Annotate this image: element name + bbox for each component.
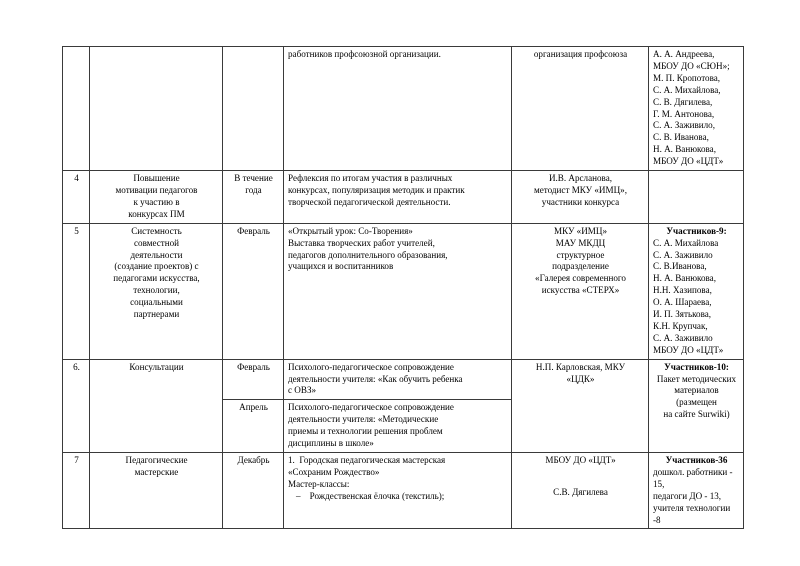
cell-direction: Системность совместной деятельности (создание проектов) с педагогами искусства, технологии, социальными партнерами bbox=[90, 223, 223, 359]
cell-term: Апрель bbox=[223, 400, 284, 453]
cell-responsible: организация профсоюза bbox=[512, 47, 649, 171]
table-row bbox=[63, 171, 744, 224]
cell-responsible: МКУ «ИМЦ» МАУ МКДЦ структурное подразделение «Галерея современного искусства «СТЕРХ» bbox=[512, 223, 649, 359]
cell-number bbox=[63, 47, 90, 171]
cell-direction: Педагогические мастерские bbox=[90, 453, 223, 529]
cell-number: 7 bbox=[63, 453, 90, 529]
table-row bbox=[63, 359, 744, 400]
cell-result: Участников-9: С. А. Михайлова С. А. Заживило С. В.Иванова, Н. А. Ванюкова, Н.Н. Хазипова, О. А. Шараева, И. П. Зятькова, К.Н. Крупчак, С. А. Заживило МБОУ ДО «ЦДТ» bbox=[649, 223, 744, 359]
cell-term: Февраль bbox=[223, 223, 284, 359]
cell-responsible: Н.П. Карловская, МКУ «ЦДК» bbox=[512, 359, 649, 452]
result-heading: Участников-36 bbox=[665, 455, 728, 465]
cell-content: 1. Городская педагогическая мастерская «Сохраним Рождество» Мастер-классы: – Рождественская ёлочка (текстиль); bbox=[284, 453, 512, 529]
cell-number: 5 bbox=[63, 223, 90, 359]
cell-responsible: И.В. Арсланова, методист МКУ «ИМЦ», участники конкурса bbox=[512, 171, 649, 224]
table-row bbox=[63, 453, 744, 529]
blank-line bbox=[516, 477, 645, 487]
cell-content: Психолого-педагогическое сопровождение деятельности учителя: «Как обучить ребенка с ОВЗ» bbox=[284, 359, 512, 400]
cell-term: Декабрь bbox=[223, 453, 284, 529]
cell-content: работников профсоюзной организации. bbox=[284, 47, 512, 171]
cell-content: Рефлексия по итогам участия в различных конкурсах, популяризация методик и практик творческой педагогической деятельности. bbox=[284, 171, 512, 224]
table-row bbox=[63, 47, 744, 171]
cell-result: Участников-36 дошкол. работники - 15, педагоги ДО - 13, учителя технологии -8 bbox=[649, 453, 744, 529]
cell-number: 6. bbox=[63, 359, 90, 452]
cell-direction: Повышение мотивации педагогов к участию в конкурсах ПМ bbox=[90, 171, 223, 224]
cell-result: Участников-10: Пакет методических материалов (размещен на сайте Surwiki) bbox=[649, 359, 744, 452]
result-heading: Участников-10: bbox=[664, 361, 729, 372]
cell-result: А. А. Андреева, МБОУ ДО «СЮН»; М. П. Кропотова, С. А. Михайлова, С. В. Дягилева, Г. М. Антонова, С. А. Заживило, С. В. Иванова, Н. А. Ванюкова, МБОУ ДО «ЦДТ» bbox=[649, 47, 744, 171]
cell-responsible: МБОУ ДО «ЦДТ» С.В. Дягилева bbox=[512, 453, 649, 529]
content-dash-item: – Рождественская ёлочка (текстиль); bbox=[296, 490, 445, 501]
cell-term: В течение года bbox=[223, 171, 284, 224]
cell-result bbox=[649, 171, 744, 224]
cell-number: 4 bbox=[63, 171, 90, 224]
result-heading: Участников-9: bbox=[666, 225, 727, 236]
cell-term bbox=[223, 47, 284, 171]
cell-content: Психолого-педагогическое сопровождение деятельности учителя: «Методические приемы и технологии решения проблем дисциплины в школе» bbox=[284, 400, 512, 453]
plan-table-container bbox=[62, 46, 743, 529]
cell-term: Февраль bbox=[223, 359, 284, 400]
cell-content: «Открытый урок: Со-Творения» Выставка творческих работ учителей, педагогов дополнительного образования, учащихся и воспитанников bbox=[284, 223, 512, 359]
table-row bbox=[63, 223, 744, 359]
plan-table bbox=[62, 46, 744, 529]
content-numbered-item: 1. Городская педагогическая мастерская bbox=[288, 455, 446, 465]
blank-line bbox=[516, 467, 645, 477]
cell-direction: Консультации bbox=[90, 359, 223, 452]
cell-direction bbox=[90, 47, 223, 171]
